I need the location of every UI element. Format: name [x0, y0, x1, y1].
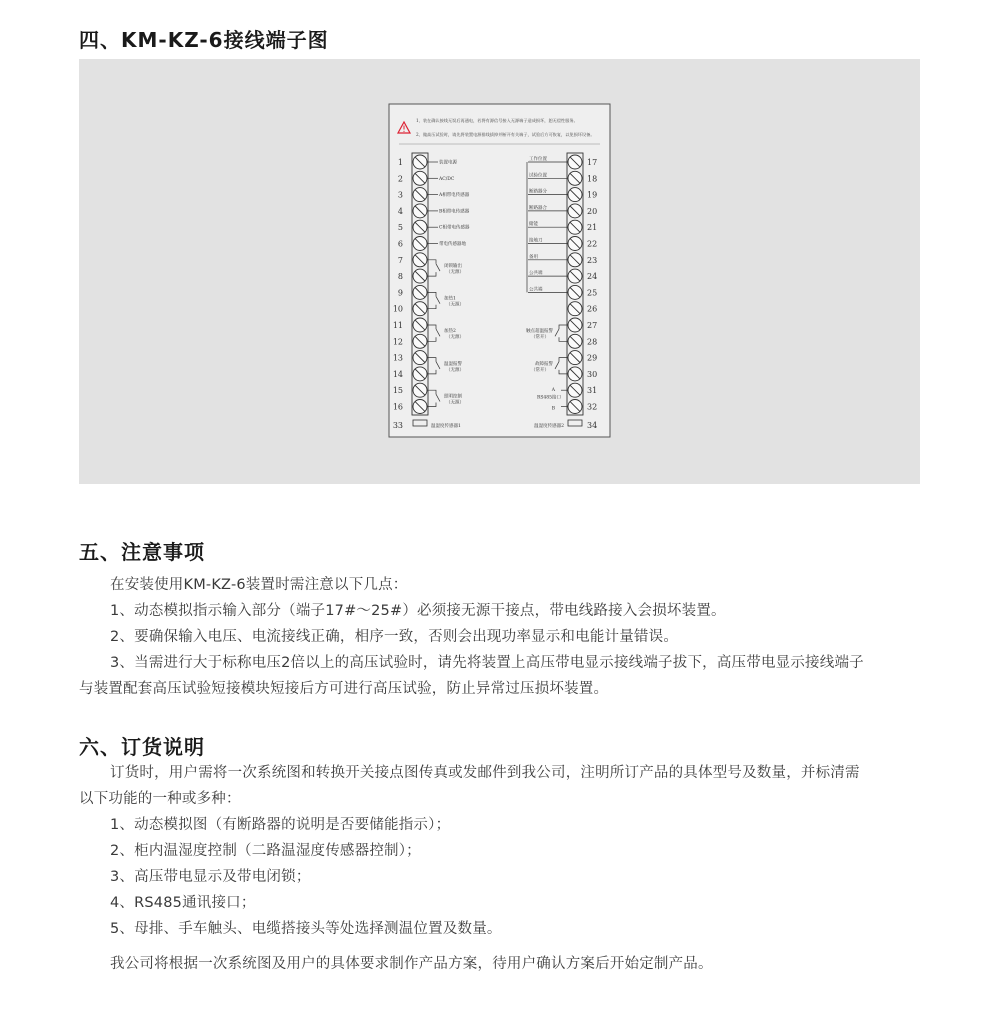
terminal-number: 16 — [392, 402, 403, 412]
order-intro: 订货时，用户需将一次系统图和转换开关接点图传真或发邮件到我公司，注明所订产品的具体型号及数量，并标清需 — [110, 765, 860, 781]
terminal-number: 13 — [392, 353, 403, 363]
terminal-label: 照明控制 — [444, 394, 462, 400]
terminal-number: 32 — [587, 402, 598, 412]
terminal-number: 24 — [587, 272, 598, 282]
notice-item-3-cont: 与装置配套高压试验短接模块短接后方可进行高压试验，防止异常过压损坏装置。 — [79, 681, 609, 697]
terminal-label: 备用 — [529, 254, 538, 260]
terminal-wiring-diagram — [79, 59, 920, 484]
terminal-number: 34 — [587, 421, 598, 430]
terminal-label: （常开） — [531, 335, 549, 341]
terminal-number: 4 — [397, 206, 403, 216]
terminal-number: 14 — [392, 369, 403, 379]
terminal-label: 储能 — [529, 222, 538, 228]
order-item-3: 3、高压带电显示及带电闭锁； — [110, 869, 311, 885]
terminal-label: 试验位置 — [529, 173, 547, 179]
terminal-number: 18 — [587, 174, 598, 184]
terminal-label: 工作位置 — [529, 157, 547, 162]
terminal-label: 装置电源 — [439, 160, 457, 166]
terminal-number: 8 — [397, 272, 403, 282]
notice-intro: 在安装使用KM-KZ-6装置时需注意以下几点： — [110, 577, 408, 593]
order-intro-cont: 以下功能的一种或多种： — [79, 791, 241, 807]
terminal-number: 28 — [587, 337, 598, 347]
terminal-label: （无源） — [446, 269, 464, 275]
terminal-label: 闭锁输出 — [444, 263, 462, 269]
terminal-number: 19 — [587, 190, 598, 200]
terminal-number: 10 — [392, 304, 403, 314]
terminal-label: RS485接口 — [536, 395, 561, 401]
terminal-label: 断路器分 — [529, 189, 547, 195]
order-item-4: 4、RS485通讯接口； — [110, 895, 256, 911]
order-closing: 我公司将根据一次系统图及用户的具体要求制作产品方案，待用户确认方案后开始定制产品。 — [110, 956, 713, 972]
terminal-label: 断路器合 — [529, 205, 547, 211]
warning-line-1: 1、装在确认接线无误后再通电，若将有源信号接入无源端子造成损坏，恕无偿性服务。 — [416, 118, 578, 123]
terminal-label: 触点超温报警 — [526, 329, 553, 335]
terminal-number: 6 — [397, 239, 403, 249]
section-6-title: 六、订货说明 — [79, 735, 205, 759]
terminal-number: 22 — [587, 239, 598, 249]
terminal-label: 温湿度传感器2 — [534, 424, 564, 429]
terminal-number: 23 — [587, 255, 598, 265]
section-5-title: 五、注意事项 — [79, 540, 205, 564]
terminal-label: 带电传感器地 — [439, 242, 466, 247]
terminal-label: 公共端 — [529, 271, 543, 277]
terminal-number: 26 — [587, 304, 598, 314]
terminal-label: 公共端 — [529, 287, 543, 293]
order-item-2: 2、柜内温湿度控制（二路温湿度传感器控制）； — [110, 843, 421, 859]
terminal-label: （无源） — [446, 367, 464, 373]
terminal-number: 5 — [397, 223, 403, 233]
notice-item-3: 3、当需进行大于标称电压2倍以上的高压试验时，请先将装置上高压带电显示接线端子拔下，高压带电显示接线端子 — [110, 655, 864, 671]
notice-item-1: 1、动态模拟指示输入部分（端子17#～25#）必须接无源干接点，带电线路接入会损坏装置。 — [110, 603, 726, 619]
terminal-number: 1 — [397, 158, 403, 167]
terminal-number: 3 — [397, 190, 403, 200]
terminal-label: （常开） — [531, 367, 549, 373]
terminal-label: （无源） — [446, 400, 464, 406]
terminal-number: 21 — [587, 223, 598, 233]
terminal-number: 20 — [587, 206, 598, 216]
terminal-number: 25 — [587, 288, 598, 298]
warning-line-2: 2、做高压试验时，请先将装置电源排线拔掉并断开有关端子，试验后方可恢复，以免损坏设备。 — [416, 132, 595, 137]
terminal-number: 12 — [392, 337, 403, 347]
terminal-label: AC/DC — [439, 176, 455, 182]
terminal-label: B — [551, 406, 555, 412]
section-4-title: 四、KM-KZ-6接线端子图 — [79, 28, 329, 52]
notice-item-2: 2、要确保输入电压、电流接线正确，相序一致，否则会出现功率显示和电能计量错误。 — [110, 629, 679, 645]
terminal-number: 2 — [397, 174, 403, 184]
order-item-1: 1、动态模拟图（有断路器的说明是否要储能指示）； — [110, 817, 451, 833]
terminal-label: 温湿度传感器1 — [431, 424, 461, 429]
terminal-number: 7 — [397, 255, 403, 265]
terminal-label: A — [551, 388, 555, 394]
terminal-number: 29 — [587, 353, 598, 363]
terminal-label: 温湿报警 — [444, 361, 462, 367]
terminal-number: 9 — [397, 288, 403, 298]
terminal-label: 加热1 — [444, 296, 456, 302]
terminal-number: 30 — [587, 369, 598, 379]
terminal-label: A相带电传感器 — [439, 193, 470, 199]
terminal-label: （无源） — [446, 335, 464, 341]
terminal-label: 故障报警 — [535, 361, 553, 367]
terminal-label: C相带电传感器 — [439, 225, 470, 231]
terminal-number: 33 — [392, 421, 403, 430]
terminal-number: 31 — [587, 386, 598, 396]
terminal-label: 接地刀 — [529, 238, 543, 244]
terminal-label: 加热2 — [444, 329, 456, 335]
terminal-number: 17 — [587, 158, 598, 167]
terminal-number: 15 — [392, 386, 403, 396]
terminal-label: （无源） — [446, 302, 464, 308]
terminal-number: 27 — [587, 321, 598, 330]
order-item-5: 5、母排、手车触头、电缆搭接头等处选择测温位置及数量。 — [110, 921, 502, 937]
terminal-number: 11 — [392, 321, 403, 330]
diagram-panel — [79, 59, 920, 484]
terminal-label: B相带电传感器 — [439, 209, 470, 215]
